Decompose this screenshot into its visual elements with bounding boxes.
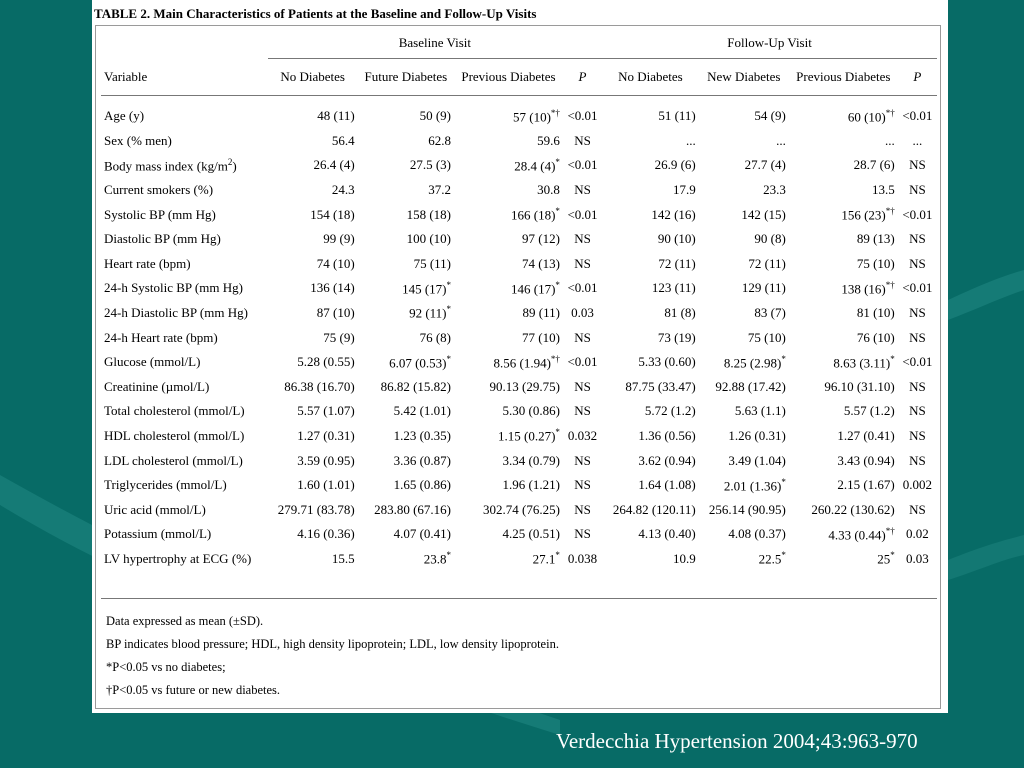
table-cell: 27.5 (3) [409,157,452,173]
footnotes [106,610,559,702]
table-cell: 15.5 [331,550,355,566]
table-cell: <0.01 [567,280,598,296]
table-cell: 5.63 (1.1) [734,403,786,419]
table-cell: 81 (10) [856,305,895,321]
table-cell: 256.14 (90.95) [708,501,786,517]
table-cell: 87 (10) [316,305,355,321]
table-cell: 100 (10) [406,231,452,247]
table-row [101,96,937,129]
table-cell: 77 (10) [522,329,560,345]
table-row [101,276,937,301]
table-cell: 99 (9) [323,231,355,247]
table-cell: <0.01 [567,354,598,370]
table-cell: 146 (17)* [511,279,560,297]
table-row [101,522,937,547]
table-cell: 86.38 (16.70) [284,378,355,394]
table-cell: 5.42 (1.01) [393,403,452,419]
row-label: LDL cholesterol (mmol/L) [104,452,243,468]
row-label: Sex (% men) [104,132,172,148]
table-cell: 13.5 [872,182,895,198]
col-no-diabetes-baseline-header: No Diabetes [268,59,358,96]
row-label: Total cholesterol (mmol/L) [104,403,245,419]
row-label: Heart rate (bpm) [104,255,191,271]
table-cell: 48 (11) [317,108,355,124]
table-cell: 75 (11) [413,255,452,271]
col-previous-diabetes-baseline-header: Previous Diabetes [454,59,563,96]
table-cell: 89 (13) [856,231,895,247]
table-cell: 23.3 [763,182,786,198]
table-cell: 90 (8) [754,231,786,247]
row-label: Current smokers (%) [104,182,214,198]
table-cell: 8.63 (3.11)* [833,353,895,370]
group-header-row [101,28,937,59]
table-cell: 3.34 (0.79) [502,452,560,468]
table-cell: 156 (23)*† [841,206,895,223]
table-cell: 3.36 (0.87) [393,452,452,468]
row-label: Age (y) [104,108,145,124]
row-label: 24-h Systolic BP (mm Hg) [104,280,243,296]
table-cell: NS [909,403,926,419]
table-cell: 75 (9) [323,329,355,345]
row-label: Uric acid (mmol/L) [104,501,206,517]
table-cell: NS [909,452,926,468]
row-label: Systolic BP (mm Hg) [104,206,216,222]
col-no-diabetes-followup-header: No Diabetes [602,59,699,96]
row-label: Creatinine (µmol/L) [104,378,210,394]
row-label: Glucose (mmol/L) [104,354,201,370]
table-cell: 4.07 (0.41) [393,526,452,542]
table-cell: 1.15 (0.27)* [498,427,560,444]
table-cell: 90.13 (29.75) [489,378,560,394]
table-row [101,424,937,449]
table-cell: 3.62 (0.94) [638,452,696,468]
table-cell: 145 (17)* [402,279,452,297]
table-cell: 260.22 (130.62) [811,501,895,517]
table-cell: 75 (10) [747,329,786,345]
characteristics-table [101,28,937,571]
table-cell: NS [574,403,591,419]
table-cell: 30.8 [537,182,560,198]
followup-visit-header: Follow-Up Visit [602,28,937,59]
table-cell: NS [909,428,926,444]
table-cell: 72 (11) [748,255,786,271]
table-cell: 50 (9) [419,108,452,124]
table-cell: 2.01 (1.36)* [723,476,786,493]
table-cell: ... [776,132,786,148]
table-row [101,473,937,498]
row-label: Potassium (mmol/L) [104,526,212,542]
table-cell: 264.82 (120.11) [612,501,696,517]
table-cell: 27.7 (4) [744,157,786,173]
col-p-baseline-header: P [563,59,602,96]
table-cell: 302.74 (76.25) [483,501,560,517]
table-cell: 166 (18)* [511,206,560,223]
table-cell: 2.15 (1.67) [837,477,895,493]
table-cell: 5.33 (0.60) [638,354,696,370]
table-cell: NS [574,329,591,345]
table-cell: NS [574,231,591,247]
table-cell: 0.002 [902,477,932,493]
table-row [101,252,937,277]
table-cell: <0.01 [902,108,933,124]
table-cell: NS [574,452,591,468]
table-cell: 76 (10) [856,329,895,345]
table-cell: 154 (18) [310,206,355,222]
table-cell: 142 (16) [651,206,696,222]
col-previous-diabetes-followup-header: Previous Diabetes [789,59,898,96]
table-cell: 1.23 (0.35) [393,428,452,444]
table-cell: NS [574,477,591,493]
table-cell: 76 (8) [419,329,452,345]
table-cell: 0.02 [906,526,929,542]
table-cell: 57 (10)*† [513,107,560,124]
table-cell: NS [909,501,926,517]
table-cell: 4.08 (0.37) [728,526,786,542]
table-cell: 75 (10) [856,255,895,271]
table-cell: 1.27 (0.41) [837,428,895,444]
table-cell: 3.49 (1.04) [728,452,786,468]
row-label: 24-h Diastolic BP (mm Hg) [104,305,248,321]
col-new-diabetes-header: New Diabetes [699,59,789,96]
table-cell: ... [912,132,923,148]
table-cell: 1.65 (0.86) [393,477,452,493]
table-cell: 74 (13) [522,255,560,271]
table-cell: 60 (10)*† [847,107,895,124]
footnote: BP indicates blood pressure; HDL, high density lipoprotein; LDL, low density lipoprotein. [106,637,559,651]
table-cell: 4.13 (0.40) [638,526,696,542]
table-cell: NS [909,182,926,198]
table-cell: 5.28 (0.55) [297,354,355,370]
table-cell: NS [574,255,591,271]
table-title: TABLE 2. Main Characteristics of Patients at the Baseline and Follow-Up Visits [94,6,537,21]
table-panel [92,0,948,713]
table-cell: 23.8* [423,550,452,567]
row-label: 24-h Heart rate (bpm) [104,329,218,345]
table-cell: 0.032 [567,428,598,444]
table-cell: NS [909,231,926,247]
footnote: *P<0.05 vs no diabetes; [106,660,226,674]
table-cell: 56.4 [331,132,355,148]
table-cell: 10.9 [673,550,696,566]
row-label: LV hypertrophy at ECG (%) [104,550,252,566]
table-cell: 97 (12) [522,231,560,247]
table-cell: NS [574,526,591,542]
table-cell: 5.30 (0.86) [502,403,560,419]
table-cell: 1.60 (1.01) [297,477,355,493]
table-cell: 0.038 [567,550,598,566]
table-cell: 158 (18) [406,206,452,222]
table-cell: 28.4 (4)* [514,156,560,174]
table-cell: 24.3 [331,182,355,198]
col-variable-header: Variable [101,59,268,96]
row-label: HDL cholesterol (mmol/L) [104,428,245,444]
table-cell: 3.43 (0.94) [837,452,895,468]
table-cell: 26.9 (6) [654,157,696,173]
table-frame [95,25,941,709]
table-cell: 86.82 (15.82) [380,378,452,394]
table-cell: 0.03 [571,305,594,321]
table-cell: 87.75 (33.47) [625,378,696,394]
table-cell: 5.57 (1.2) [843,403,895,419]
table-cell: 1.64 (1.08) [638,477,696,493]
table-cell: 25* [877,550,895,567]
table-cell: 129 (11) [741,280,786,296]
table-cell: NS [574,132,591,148]
table-cell: <0.01 [902,354,933,370]
table-row [101,129,937,154]
table-cell: 1.26 (0.31) [728,428,786,444]
table-row [101,350,937,375]
table-cell: 73 (19) [657,329,696,345]
table-row [101,375,937,400]
col-p-followup-header: P [898,59,937,96]
column-header-row [101,59,937,96]
table-cell: 17.9 [673,182,696,198]
table-cell: <0.01 [567,206,598,222]
table-row [101,178,937,203]
table-cell: NS [574,378,591,394]
table-cell: 26.4 (4) [313,157,355,173]
table-cell: ... [686,132,696,148]
table-cell: <0.01 [567,108,598,124]
row-label: Diastolic BP (mm Hg) [104,231,221,247]
table-cell: 92.88 (17.42) [715,378,786,394]
table-cell: 72 (11) [658,255,696,271]
table-cell: 22.5* [758,550,786,567]
table-body [101,96,937,572]
table-cell: 4.25 (0.51) [502,526,560,542]
table-cell: 8.56 (1.94)*† [493,353,560,370]
table-cell: NS [909,329,926,345]
table-cell: NS [909,305,926,321]
table-cell: <0.01 [567,157,598,173]
table-cell: 8.25 (2.98)* [723,353,786,370]
baseline-visit-header: Baseline Visit [268,28,603,59]
table-cell: 279.71 (83.78) [277,501,355,517]
row-label: Body mass index $(kg/m^2)$ [104,156,237,174]
row-label: Triglycerides (mmol/L) [104,477,227,493]
table-cell: 90 (10) [657,231,696,247]
table-cell: 62.8 [428,132,452,148]
table-cell: 283.80 (67.16) [374,501,452,517]
table-cell: 5.57 (1.07) [297,403,355,419]
table-cell: 51 (11) [658,108,696,124]
table-cell: 27.1* [532,550,560,567]
table-cell: <0.01 [902,206,933,222]
table-cell: 4.33 (0.44)*† [828,525,895,543]
table-cell: 59.6 [537,132,560,148]
table-cell: NS [574,501,591,517]
table-cell: 123 (11) [651,280,696,296]
table-cell: 92 (11)* [409,304,452,321]
table-cell: 37.2 [428,182,452,198]
table-cell: 138 (16)*† [841,279,895,297]
table-cell: 0.03 [906,550,929,566]
table-cell: 5.72 (1.2) [644,403,696,419]
table-cell: 142 (15) [741,206,786,222]
table-cell: 3.59 (0.95) [297,452,355,468]
table-row [101,227,937,252]
table-row [101,202,937,227]
table-cell: 54 (9) [754,108,786,124]
footnote: †P<0.05 vs future or new diabetes. [106,683,281,697]
table-cell: 136 (14) [310,280,355,296]
table-row [101,301,937,326]
table-cell: 81 (8) [664,305,696,321]
footnote: Data expressed as mean (±SD). [106,614,264,628]
col-future-diabetes-header: Future Diabetes [358,59,454,96]
table-cell: 1.36 (0.56) [638,428,696,444]
table-row [101,547,937,572]
table-cell: 28.7 (6) [853,157,895,173]
table-cell: NS [574,182,591,198]
table-cell: 74 (10) [316,255,355,271]
table-cell: 83 (7) [754,305,786,321]
table-cell: NS [909,378,926,394]
table-cell: NS [909,157,926,173]
table-row [101,498,937,523]
table-cell: ... [885,132,895,148]
table-row [101,448,937,473]
table-cell: 6.07 (0.53)* [389,353,452,370]
table-cell: 1.27 (0.31) [297,428,355,444]
table-cell: 89 (11) [522,305,560,321]
table-row [101,325,937,350]
table-cell: NS [909,255,926,271]
footnote-separator [101,598,937,599]
table-cell: <0.01 [902,280,933,296]
table-cell: 1.96 (1.21) [502,477,560,493]
table-cell: 96.10 (31.10) [824,378,895,394]
table-cell: 4.16 (0.36) [297,526,355,542]
table-row [101,153,937,178]
table-row [101,399,937,424]
citation: Verdecchia Hypertension 2004;43:963-970 [556,729,918,753]
